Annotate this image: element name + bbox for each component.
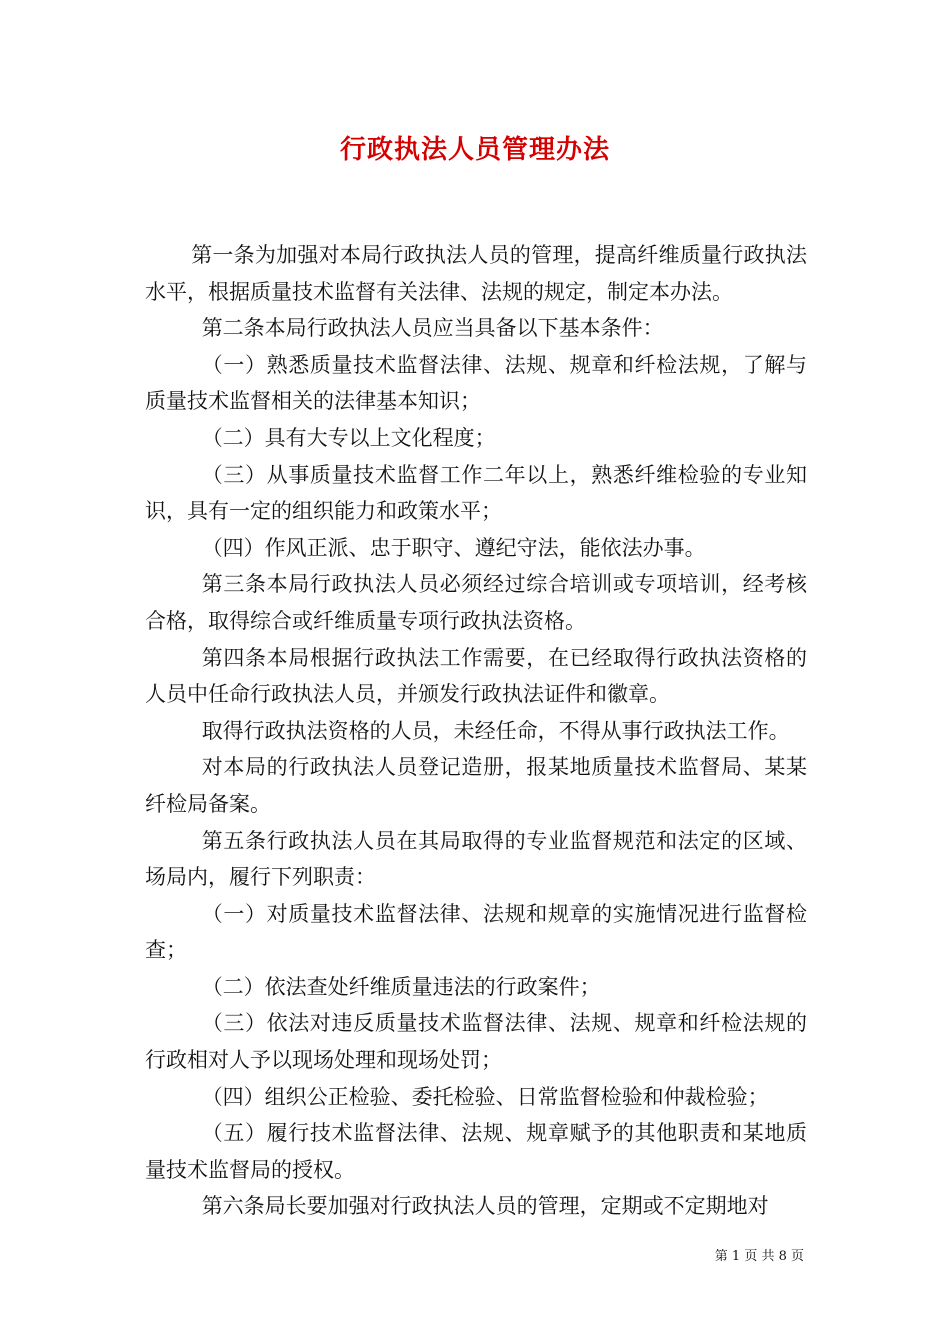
article-4-paragraph-3: 对本局的行政执法人员登记造册，报某地质量技术监督局、某某纤检局备案。 xyxy=(145,755,807,816)
article-2: 第二条本局行政执法人员应当具备以下基本条件： xyxy=(201,316,664,341)
page-number: 第 1 页 共 8 页 xyxy=(714,1249,804,1264)
article-2-item-2: （二）具有大专以上文化程度； xyxy=(201,425,496,450)
article-3: 第三条本局行政执法人员必须经过综合培训或专项培训，经考核合格，取得综合或纤维质量专项行政执法资格。 xyxy=(145,572,807,633)
article-6: 第六条局长要加强对行政执法人员的管理，定期或不定期地对 xyxy=(201,1194,769,1219)
article-1: 第一条为加强对本局行政执法人员的管理，提高纤维质量行政执法水平，根据质量技术监督有关法律、法规的规定，制定本办法。 xyxy=(145,243,807,304)
article-2-item-3: （三）从事质量技术监督工作二年以上，熟悉纤维检验的专业知识，具有一定的组织能力和政策水平； xyxy=(145,462,807,524)
article-5-item-1: （一）对质量技术监督法律、法规和规章的实施情况进行监督检查； xyxy=(145,901,807,963)
article-5-item-2: （二）依法查处纤维质量违法的行政案件； xyxy=(201,974,601,999)
article-2-item-4: （四）作风正派、忠于职守、遵纪守法，能依法办事。 xyxy=(201,535,706,560)
article-2-item-1: （一）熟悉质量技术监督法律、法规、规章和纤检法规，了解与质量技术监督相关的法律基本知识； xyxy=(145,352,807,414)
article-4: 第四条本局根据行政执法工作需要，在已经取得行政执法资格的人员中任命行政执法人员，并颁发行政执法证件和徽章。 xyxy=(145,645,807,707)
article-5-item-4: （四）组织公正检验、委托检验、日常监督检验和仲裁检验； xyxy=(201,1084,769,1109)
article-5-item-5: （五）履行技术监督法律、法规、规章赋予的其他职责和某地质量技术监督局的授权。 xyxy=(145,1121,807,1182)
document-body xyxy=(145,237,807,1225)
document-title: 行政执法人员管理办法 xyxy=(339,135,610,165)
article-5-item-3: （三）依法对违反质量技术监督法律、法规、规章和纤检法规的行政相对人予以现场处理和现场处罚； xyxy=(145,1011,807,1073)
article-4-paragraph-2: 取得行政执法资格的人员，未经任命，不得从事行政执法工作。 xyxy=(201,718,790,743)
article-5: 第五条行政执法人员在其局取得的专业监督规范和法定的区域、场局内，履行下列职责： xyxy=(145,828,807,890)
